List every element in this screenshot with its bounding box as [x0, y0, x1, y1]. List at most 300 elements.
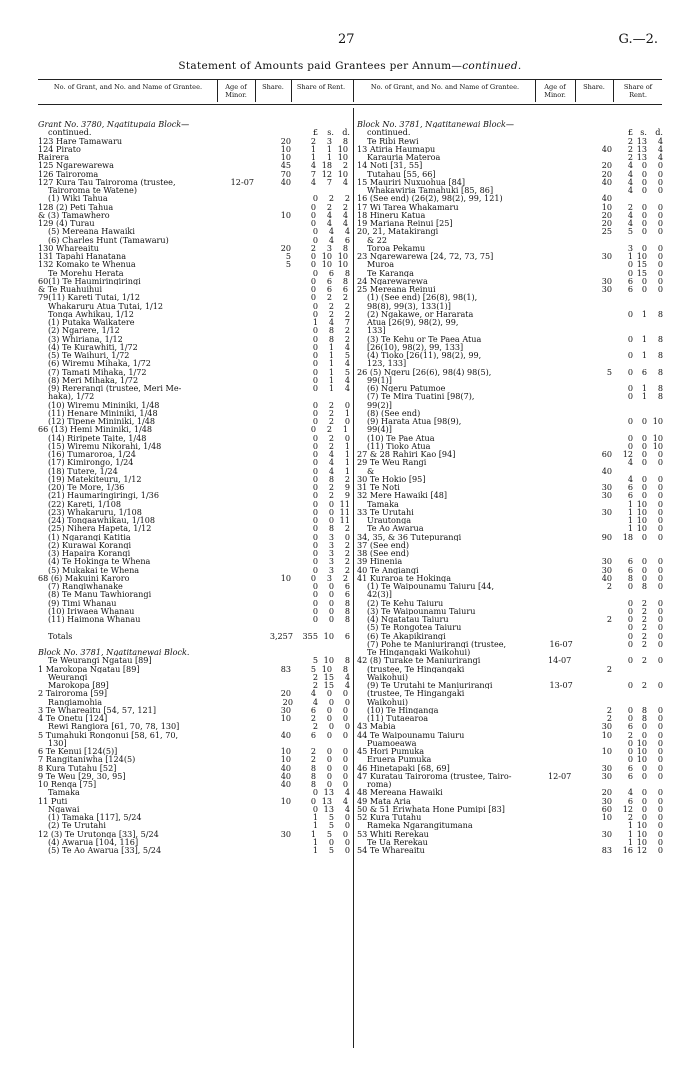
minor-age: [216, 203, 257, 211]
table-row: [357, 153, 663, 161]
rent-pounds: 8: [310, 770, 316, 781]
rent-pence: 0: [657, 185, 663, 195]
minor-age: [220, 805, 260, 813]
rent-pounds: 2: [312, 721, 318, 732]
rent-pence: 1: [344, 440, 350, 451]
rent-amount: [615, 533, 663, 541]
grantee-name: Whakawiria Tamahuki [85, 86]: [367, 186, 494, 195]
minor-age: [535, 698, 576, 706]
share-value: [260, 343, 296, 351]
share-value: 30: [601, 556, 612, 567]
rent-shillings: 2: [641, 655, 647, 666]
rent-pence: 0: [657, 605, 663, 616]
grantee-name: (9) Rererangi (trustee, Meri Me-: [48, 384, 182, 393]
share-value: [576, 599, 615, 607]
table-row: [38, 359, 350, 367]
rent-pence: 8: [342, 275, 348, 286]
grantee-name: (4) Tioko [26(11), 98(2), 99,: [367, 351, 482, 360]
table-row: [357, 260, 663, 268]
grantee-name: Tairoroma te Watene): [48, 186, 137, 195]
rent-pence: 0: [657, 770, 663, 781]
table-row: [357, 128, 663, 136]
rent-pounds: 0: [312, 366, 318, 377]
rent-amount: [615, 648, 663, 656]
rent-shillings: 10: [636, 828, 647, 839]
table-row: [357, 376, 663, 384]
share-value: [257, 648, 294, 656]
rent-amount: [615, 170, 663, 178]
minor-age: [532, 722, 575, 730]
rent-amount: [294, 211, 348, 219]
rent-shillings: 0: [641, 449, 647, 459]
rent-pounds: 6: [627, 564, 633, 575]
rent-pounds: 0: [627, 350, 633, 360]
rent-pence: 8: [657, 333, 663, 344]
rent-shillings: 15: [636, 259, 647, 270]
share-value: 10: [280, 209, 291, 220]
rent-shillings: 2: [328, 432, 334, 443]
grantee-name: 16 (See end) (26(2), 98(2), 99, 121): [357, 194, 503, 203]
rent-pence: 2: [344, 539, 350, 550]
grantee-name: Karauria Materoa: [367, 153, 441, 162]
rent-pence: 0: [657, 614, 663, 624]
rent-pounds: 0: [312, 308, 318, 319]
rent-pounds: 355: [302, 630, 318, 641]
rent-amount: [296, 326, 350, 334]
rent-shillings: 8: [641, 704, 647, 715]
grantee-name: 42 (8) Turake te Maniurirangi: [357, 656, 481, 665]
rent-shillings: 4: [328, 465, 334, 476]
minor-age: [220, 318, 260, 326]
rent-pounds: 1: [627, 820, 633, 831]
rent-amount: [615, 343, 663, 351]
minor-age: [535, 343, 576, 351]
rent-pence: 2: [342, 292, 348, 303]
left-header-grant: No. of Grant, and No. and Name of Grantee.: [53, 83, 203, 91]
rent-pounds: 0: [627, 630, 633, 641]
share-value: [260, 368, 296, 376]
grantee-name: [38, 640, 216, 648]
grantee-name: Te Weurangi Ngatau [89]: [48, 656, 152, 665]
grantee-name: 123, 133]: [367, 359, 407, 368]
header-sep: [217, 80, 218, 102]
rent-pence: 11: [339, 515, 350, 525]
grantee-name: (2) Te Urutahi: [48, 821, 106, 830]
rent-pounds: [294, 640, 316, 648]
minor-age: [216, 293, 257, 301]
grantee-name: (10) Wiremu Mininiki, 1/48: [48, 400, 160, 409]
rent-pounds: 0: [312, 473, 318, 484]
rent-shillings: 4: [328, 234, 334, 245]
table-row: [357, 145, 663, 153]
share-value: 40: [601, 176, 612, 187]
share-value: 30: [601, 564, 612, 575]
rent-pence: [647, 541, 663, 549]
rent-amount: [615, 574, 663, 582]
minor-age: [220, 450, 260, 458]
rent-pounds: 1: [310, 143, 316, 154]
rent-amount: [615, 681, 663, 689]
rent-pence: 0: [344, 432, 350, 443]
rent-pence: 10: [652, 432, 663, 443]
rent-pounds: 1: [627, 251, 633, 261]
rent-pence: 4: [344, 383, 350, 393]
share-value: 40: [601, 572, 612, 583]
table-row: [357, 384, 663, 392]
rent-amount: [615, 450, 663, 458]
grantee-name: 19 Mariana Reinui [25]: [357, 219, 453, 228]
rent-pence: 10: [337, 152, 348, 162]
rent-amount: [296, 805, 350, 813]
rent-amount: [615, 706, 663, 714]
share-value: [576, 343, 615, 351]
table-row: [38, 236, 350, 244]
table-row: [357, 780, 663, 788]
table-row: [38, 194, 350, 202]
table-row: [38, 755, 350, 763]
table-row: [357, 120, 663, 128]
minor-age: [220, 739, 260, 747]
rent-shillings: 0: [326, 704, 332, 715]
grantee-name: (1) Wiki Tahua: [48, 194, 108, 203]
table-row: [357, 401, 663, 409]
table-row: [38, 401, 350, 409]
minor-age: [220, 516, 260, 524]
rent-pounds: 0: [312, 399, 318, 410]
rent-pounds: 1: [312, 836, 318, 847]
rent-amount: [294, 153, 348, 161]
rent-shillings: 15: [323, 680, 334, 690]
rent-amount: [615, 665, 663, 673]
grantee-name: (16) Tumaroroa, 1/24: [48, 450, 136, 459]
rent-amount: [615, 417, 663, 425]
rent-shillings: 4: [328, 226, 334, 237]
minor-age: [532, 797, 575, 805]
rent-amount: [294, 747, 348, 755]
share-value: [257, 640, 294, 648]
rent-pounds: 0: [627, 581, 633, 591]
share-value: 30: [280, 828, 291, 839]
minor-age: [535, 755, 576, 763]
rent-pounds: 4: [627, 209, 633, 220]
grantee-name: Totals: [48, 631, 73, 640]
rent-pence: 4: [344, 787, 350, 798]
table-row: [357, 731, 663, 739]
rent-amount: [296, 698, 350, 706]
rent-amount: [615, 227, 663, 235]
rent-pounds: 8: [310, 762, 316, 773]
share-value: [260, 326, 296, 334]
table-row: [357, 821, 663, 829]
rent-pounds: 2: [627, 152, 633, 162]
rent-shillings: 2: [641, 630, 647, 641]
rent-pence: 0: [657, 729, 663, 740]
grantee-name: Te Ao Awarua: [367, 524, 424, 533]
grantee-name: (7) Pohe te Maniurirangi (trustee,: [367, 639, 507, 648]
minor-age: [220, 236, 260, 244]
rent-shillings: 10: [636, 746, 647, 756]
share-value: [257, 219, 294, 227]
rent-amount: [296, 590, 350, 598]
rent-amount: [294, 640, 348, 648]
grantee-name: 45 Hori Pumuka: [357, 747, 425, 756]
table-row: [38, 293, 350, 301]
table-row: [357, 722, 663, 730]
minor-age: [535, 401, 576, 409]
rent-pence: 0: [657, 218, 663, 228]
minor-age: [216, 714, 257, 722]
rent-pence: 0: [657, 275, 663, 286]
rent-amount: [296, 236, 350, 244]
table-row: [357, 326, 663, 334]
rent-pounds: 0: [627, 308, 633, 319]
rent-amount: [615, 401, 663, 409]
share-value: [260, 541, 296, 549]
minor-age: [220, 128, 260, 136]
rent-amount: [615, 805, 663, 813]
rent-pounds: 0: [627, 655, 633, 666]
table-row: [38, 673, 350, 681]
minor-age: [220, 500, 260, 508]
table-row: [38, 178, 350, 186]
share-value: [576, 590, 615, 598]
rent-shillings: 2: [328, 440, 334, 451]
minor-age: [532, 846, 575, 854]
rent-amount: [296, 359, 350, 367]
minor-age: [220, 566, 260, 574]
rent-amount: [296, 186, 350, 194]
minor-age: [532, 219, 575, 227]
rent-amount: [615, 590, 663, 598]
rent-shillings: 0: [641, 787, 647, 798]
grantee-name: 124 Pirato: [38, 144, 81, 153]
rent-pounds: 6: [627, 795, 633, 806]
grantee-name: (5) Te Ao Awarua [33], 5/24: [48, 846, 162, 855]
rent-shillings: 0: [641, 218, 647, 228]
table-row: [38, 128, 350, 136]
rent-pence: 8: [344, 597, 350, 608]
rent-amount: [294, 830, 348, 838]
grantee-name: Tamaka: [48, 788, 80, 797]
grantee-name: (9) Te Urutahi te Maniurirangi: [367, 681, 493, 690]
rent-pounds: [615, 401, 633, 409]
rent-amount: [615, 698, 663, 706]
rent-pounds: 0: [312, 300, 318, 311]
table-row: [38, 648, 350, 656]
rent-shillings: s.: [327, 127, 334, 138]
grantee-name: (11) Haimona Whanau: [48, 615, 141, 624]
rent-shillings: 0: [641, 284, 647, 294]
rent-pence: 1: [344, 407, 350, 418]
rent-shillings: 0: [641, 564, 647, 575]
rent-pence: 10: [652, 416, 663, 426]
rent-pence: 2: [344, 193, 350, 204]
grantee-name: 129 (4) Turau: [38, 219, 95, 228]
rent-shillings: 1: [328, 383, 334, 393]
minor-age: [216, 277, 257, 285]
grantee-name: & Te Ruahuihui: [38, 285, 103, 294]
grantee-name: (3) Hapaira Korangi: [48, 549, 131, 558]
table-row: [38, 747, 350, 755]
share-value: [576, 310, 615, 318]
grantee-name: (19) Matekiteuru, 1/12: [48, 474, 142, 483]
table-row: [357, 285, 663, 293]
rent-pence: 8: [342, 663, 348, 674]
header-top-rule: [38, 79, 662, 80]
rent-shillings: 10: [636, 498, 647, 509]
share-value: [260, 384, 296, 392]
rent-shillings: 3: [328, 564, 334, 575]
grantee-name: (5) Mereana Hawaiki: [48, 227, 135, 236]
rent-amount: [615, 236, 663, 244]
rent-shillings: 0: [641, 795, 647, 806]
table-row: [357, 483, 663, 491]
grantee-name: 31 Te Noti: [357, 483, 400, 492]
minor-age: [220, 698, 260, 706]
rent-pence: 6: [344, 589, 350, 600]
rent-pence: 0: [342, 729, 348, 740]
table-row: [357, 227, 663, 235]
rent-pence: 0: [657, 201, 663, 212]
table-row: [38, 549, 350, 557]
rent-pounds: 0: [312, 234, 318, 245]
share-value: 10: [280, 143, 291, 154]
rent-shillings: 10: [636, 754, 647, 765]
grantee-name: 25 Mereana Reinui: [357, 285, 436, 294]
rent-pence: 0: [657, 836, 663, 847]
share-value: [260, 269, 296, 277]
share-value: 10: [280, 572, 291, 583]
column-divider: [353, 108, 354, 1048]
minor-age: [216, 640, 257, 648]
grantee-name: 123 Hare Tamawaru: [38, 136, 123, 145]
minor-age: [220, 417, 260, 425]
rent-amount: [296, 541, 350, 549]
rent-amount: [296, 442, 350, 450]
rent-shillings: 0: [641, 242, 647, 253]
rent-pounds: 4: [310, 160, 316, 171]
rent-amount: [296, 450, 350, 458]
rent-pence: 0: [344, 845, 350, 855]
rent-shillings: 6: [326, 275, 332, 286]
rent-pence: [647, 665, 663, 673]
rent-amount: [615, 368, 663, 376]
header-sep: [613, 80, 614, 102]
rent-shillings: 0: [326, 770, 332, 781]
minor-age: [532, 368, 575, 376]
grantee-name: Muroa: [367, 260, 395, 269]
table-row: [38, 772, 350, 780]
grantee-name: (8) (See end): [367, 408, 421, 417]
grantee-name: Te Karanga: [367, 268, 414, 277]
minor-age: [216, 706, 257, 714]
minor-age: 14-07: [547, 655, 572, 666]
rent-pence: 0: [342, 704, 348, 715]
table-row: [38, 788, 350, 796]
rent-shillings: 10: [636, 820, 647, 831]
right-header-rent: Share of Rent.: [623, 83, 653, 99]
rent-amount: [294, 764, 348, 772]
rent-shillings: 0: [326, 688, 332, 699]
grantee-name: (22) Kareti, 1/108: [48, 499, 122, 508]
share-value: [260, 442, 296, 450]
rent-pounds: [615, 293, 633, 301]
rent-pence: 8: [657, 308, 663, 319]
minor-age: [535, 689, 576, 697]
rent-pence: 10: [337, 259, 348, 270]
table-row: [38, 285, 350, 293]
share-value: [260, 549, 296, 557]
grantee-name: 15 Mauriri Nuxuohua [84]: [357, 177, 466, 186]
grantee-name: 99(2)]: [367, 400, 392, 409]
grantee-name: Rangiamohia: [48, 697, 103, 706]
rent-amount: [296, 846, 350, 854]
share-value: 30: [601, 762, 612, 773]
rent-pounds: 0: [312, 341, 318, 352]
grantee-name: 12 (3) Te Urutonga [33], 5/24: [38, 829, 159, 838]
share-value: 20: [282, 696, 293, 707]
grantee-name: 7 Rangitaniwha [124(5): [38, 755, 136, 764]
table-row: [38, 219, 350, 227]
rent-pounds: 2: [627, 729, 633, 740]
rent-pence: 8: [657, 350, 663, 360]
grantee-name: (11) Tutaearoa: [367, 714, 429, 723]
minor-age: [220, 269, 260, 277]
rent-pence: 8: [344, 614, 350, 624]
minor-age: [220, 368, 260, 376]
rent-shillings: 2: [641, 680, 647, 690]
rent-pounds: 1: [627, 836, 633, 847]
rent-pence: 2: [342, 572, 348, 583]
rent-pence: 0: [344, 531, 350, 542]
rent-pence: 0: [657, 457, 663, 468]
grantee-name: (7) Rangiwhanake: [48, 582, 123, 591]
share-value: [576, 689, 615, 697]
rent-pounds: 0: [312, 449, 318, 459]
grantee-name: (8) Meri Mihaka, 1/72: [48, 375, 139, 384]
rent-shillings: 4: [326, 209, 332, 220]
minor-age: [220, 557, 260, 565]
rent-pounds: 0: [312, 498, 318, 509]
rent-amount: [615, 656, 663, 664]
minor-age: [535, 607, 576, 615]
grantee-name: 47 Kuratau Tairoroma (trustee, Tairo-: [357, 771, 512, 780]
minor-age: [220, 384, 260, 392]
rent-pounds: 0: [627, 704, 633, 715]
rent-amount: [615, 673, 663, 681]
table-row: [38, 368, 350, 376]
rent-shillings: 8: [328, 523, 334, 534]
rent-amount: [615, 161, 663, 169]
rent-amount: [294, 731, 348, 739]
rent-shillings: 1: [641, 383, 647, 393]
rent-shillings: 0: [641, 176, 647, 187]
share-value: [576, 351, 615, 359]
share-value: 20: [601, 787, 612, 798]
minor-age: [532, 450, 575, 458]
rent-amount: [615, 689, 663, 697]
share-value: [260, 615, 296, 623]
share-value: [257, 425, 294, 433]
rent-shillings: 1: [641, 333, 647, 344]
share-value: [576, 673, 615, 681]
rent-amount: [294, 574, 348, 582]
table-row: [38, 137, 350, 145]
grantee-name: Urautonga: [367, 516, 412, 525]
rent-pence: 0: [657, 498, 663, 509]
table-row: [357, 590, 663, 598]
grantee-name: (2) Ngarere, 1/12: [48, 326, 120, 335]
